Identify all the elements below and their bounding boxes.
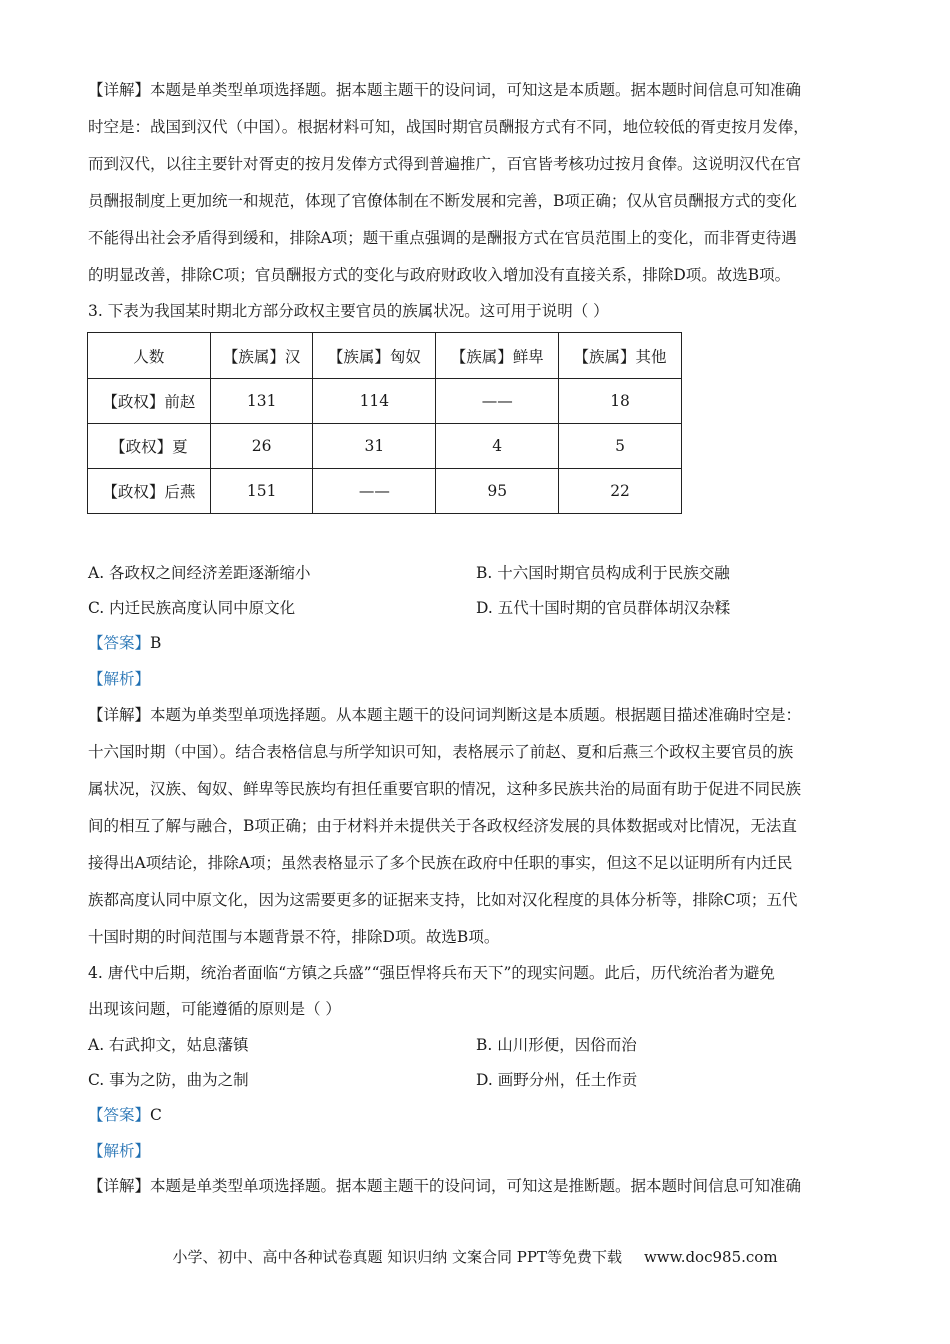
answer-label: 【答案】 bbox=[88, 634, 151, 652]
table-cell: 【政权】后燕 bbox=[88, 469, 211, 514]
table-cell: 151 bbox=[210, 469, 313, 514]
table-header-cell: 【族属】鲜卑 bbox=[436, 333, 559, 379]
q3-option-b: B. 十六国时期官员构成利于民族交融 bbox=[476, 564, 730, 582]
q4-option-a: A. 右武抑文，姑息藩镇 bbox=[88, 1036, 249, 1054]
table-cell: 4 bbox=[436, 424, 559, 469]
q3-table bbox=[87, 332, 682, 514]
table-cell: 31 bbox=[313, 424, 436, 469]
q4-analysis-label: 【解析】 bbox=[88, 1142, 151, 1160]
table-header-row bbox=[88, 333, 682, 379]
table-cell: 26 bbox=[210, 424, 313, 469]
q3-answer bbox=[88, 632, 868, 654]
q3-detail-line: 【详解】本题为单类型单项选择题。从本题主题干的设问词判断这是本质题。根据题目描述准确时空是： bbox=[88, 706, 802, 724]
prev-detail-line: 员酬报制度上更加统一和规范，体现了官僚体制在不断发展和完善，B项正确；仅从官员酬报方式的变化 bbox=[88, 192, 797, 210]
q3-stem: 3. 下表为我国某时期北方部分政权主要官员的族属状况。这可用于说明（ ） bbox=[88, 302, 609, 320]
page-footer bbox=[0, 1246, 950, 1267]
footer-text: 小学、初中、高中各种试卷真题 知识归纳 文案合同 PPT等免费下载 bbox=[172, 1248, 622, 1266]
q3-detail-line: 族都高度认同中原文化，因为这需要更多的证据来支持，比如对汉化程度的具体分析等，排除C项；五代 bbox=[88, 891, 798, 909]
q4-option-c: C. 事为之防，曲为之制 bbox=[88, 1071, 249, 1089]
q4-detail-line: 【详解】本题是单类型单项选择题。据本题主题干的设问词，可知这是推断题。据本题时间信息可知准确 bbox=[88, 1177, 802, 1195]
table-row bbox=[88, 379, 682, 424]
table-header-cell: 【族属】汉 bbox=[210, 333, 313, 379]
q4-option-b: B. 山川形便，因俗而治 bbox=[476, 1036, 637, 1054]
prev-detail-line: 不能得出社会矛盾得到缓和，排除A项；题干重点强调的是酬报方式在官员范围上的变化，而非胥吏待遇 bbox=[88, 229, 797, 247]
prev-detail-line: 的明显改善，排除C项；官员酬报方式的变化与政府财政收入增加没有直接关系，排除D项。故选B项。 bbox=[88, 266, 791, 284]
table-row bbox=[88, 469, 682, 514]
q3-option-a: A. 各政权之间经济差距逐渐缩小 bbox=[88, 564, 311, 582]
prev-detail-line: 【详解】本题是单类型单项选择题。据本题主题干的设问词，可知这是本质题。据本题时间信息可知准确 bbox=[88, 81, 802, 99]
answer-label: 【答案】 bbox=[88, 1106, 151, 1124]
prev-detail-line: 而到汉代，以往主要针对胥吏的按月发俸方式得到普遍推广，百官皆考核功过按月食俸。这说明汉代在官 bbox=[88, 155, 802, 173]
table-cell: —— bbox=[436, 379, 559, 424]
q3-detail-line: 接得出A项结论，排除A项；虽然表格显示了多个民族在政府中任职的事实，但这不足以证明所有内迁民 bbox=[88, 854, 793, 872]
q4-stem-line: 4. 唐代中后期，统治者面临“方镇之兵盛”“强臣悍将兵布天下”的现实问题。此后，历代统治者为避免 bbox=[88, 964, 775, 982]
q3-detail-line: 十国时期的时间范围与本题背景不符，排除D项。故选B项。 bbox=[88, 928, 500, 946]
table-cell: 【政权】前赵 bbox=[88, 379, 211, 424]
answer-value: C bbox=[150, 1106, 162, 1124]
q3-analysis-label: 【解析】 bbox=[88, 670, 151, 688]
table-cell: 131 bbox=[210, 379, 313, 424]
q4-stem-line: 出现该问题，可能遵循的原则是（ ） bbox=[88, 1000, 341, 1018]
q3-detail-line: 间的相互了解与融合，B项正确；由于材料并未提供关于各政权经济发展的具体数据或对比情况，无法直 bbox=[88, 817, 797, 835]
q4-answer bbox=[88, 1104, 868, 1126]
q4-option-d: D. 画野分州，任土作贡 bbox=[476, 1071, 638, 1089]
table-cell: 5 bbox=[559, 424, 682, 469]
q3-option-c: C. 内迁民族高度认同中原文化 bbox=[88, 599, 296, 617]
q3-option-d: D. 五代十国时期的官员群体胡汉杂糅 bbox=[476, 599, 731, 617]
table-cell: 114 bbox=[313, 379, 436, 424]
table-cell: 22 bbox=[559, 469, 682, 514]
table-row bbox=[88, 424, 682, 469]
q3-detail-line: 十六国时期（中国）。结合表格信息与所学知识可知，表格展示了前赵、夏和后燕三个政权主要官员的族 bbox=[88, 743, 794, 761]
table-header-cell: 【族属】其他 bbox=[559, 333, 682, 379]
prev-detail-line: 时空是：战国到汉代（中国）。根据材料可知，战国时期官员酬报方式有不同，地位较低的胥吏按月发俸， bbox=[88, 118, 809, 136]
table-cell: 95 bbox=[436, 469, 559, 514]
answer-value: B bbox=[150, 634, 162, 652]
footer-url[interactable]: www.doc985.com bbox=[643, 1248, 778, 1266]
table-cell: 【政权】夏 bbox=[88, 424, 211, 469]
table-header-cell: 【族属】匈奴 bbox=[313, 333, 436, 379]
q3-detail-line: 属状况，汉族、匈奴、鲜卑等民族均有担任重要官职的情况，这种多民族共治的局面有助于促进不同民族 bbox=[88, 780, 802, 798]
table-cell: 18 bbox=[559, 379, 682, 424]
table-cell: —— bbox=[313, 469, 436, 514]
table-header-cell: 人数 bbox=[88, 333, 211, 379]
